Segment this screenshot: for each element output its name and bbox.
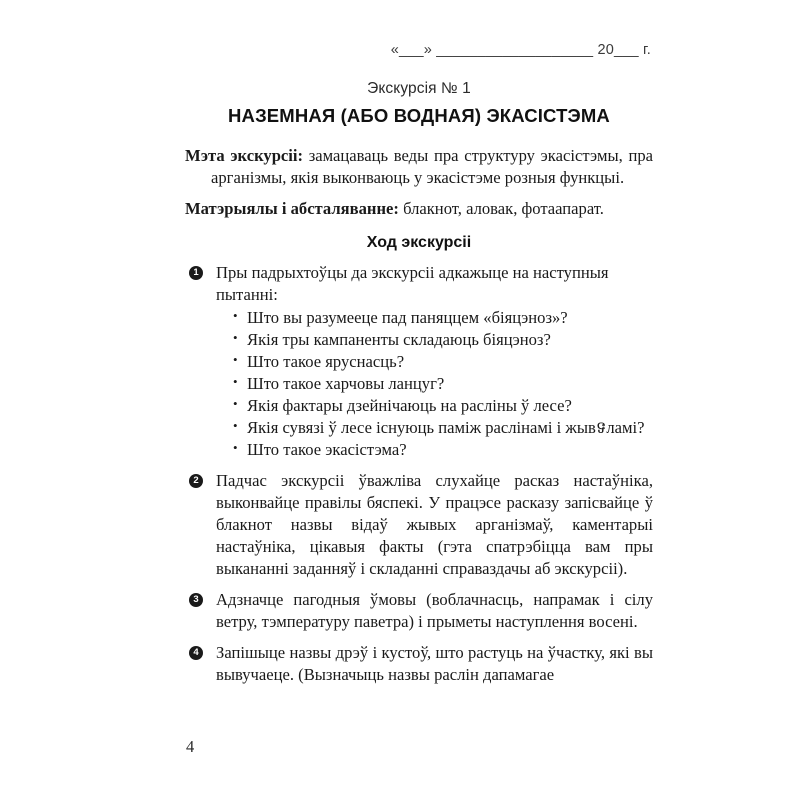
number-badge-1: 1 <box>189 266 203 280</box>
page-content <box>185 42 653 695</box>
goal-label: Мэта экскурсіі: <box>185 146 304 165</box>
page-title: НАЗЕМНАЯ (АБО ВОДНАЯ) ЭКАСІСТЭМА <box>228 105 610 126</box>
list-item: • Што такое экасістэма? <box>233 439 653 461</box>
materials-paragraph <box>185 198 653 220</box>
page-number: 4 <box>186 737 195 756</box>
meta-block <box>185 145 653 220</box>
numbered-item-2-text: Падчас экскурсіі ўважліва слухайце расказ настаўніка, выконвайце правілы бяспекі. У працэсе расказу запісвайце ў блакнот назвы відаў жывых арганізмаў, каментарыі настаўніка, цікавыя факты (гэта спатрэбіцца вам пры выкананні заданняў і складанні справаздачы аб экскурсіі). <box>216 471 653 578</box>
numbered-item-4-text: Запішыце назвы дрэў і кустоў, што растуць на ўчастку, які вы вывучаеце. (Вызначыць назвы раслін дапамагае <box>216 642 653 684</box>
list-item: • Якія сувязі ў лесе існуюць паміж раслінамі і жывទламі? <box>233 417 653 439</box>
numbered-item-1 <box>185 262 653 461</box>
list-item: • Што такое харчовы ланцуг? <box>233 373 653 395</box>
list-item: • Што вы разумееце пад паняццем «біяцэноз»? <box>233 307 653 329</box>
number-badge-4: 4 <box>189 646 203 660</box>
numbered-item-4 <box>185 642 653 686</box>
numbered-item-3 <box>185 589 653 633</box>
number-badge-3: 3 <box>189 593 203 607</box>
numbered-item-3-text: Адзначце пагодныя ўмовы (воблачнасць, напрамак і сілу ветру, тэмпературу паветра) і прыметы наступлення восені. <box>216 589 653 631</box>
materials-text: блакнот, аловак, фотаапарат. <box>398 199 604 219</box>
question-bullet-list <box>216 307 653 461</box>
header-date-line: «___» ___________________ 20___ г. <box>390 42 651 58</box>
section-heading: Ход экскурсіі <box>366 234 472 252</box>
materials-label: Матэрыялы і абсталяванне: <box>185 199 399 219</box>
excursion-number: Экскурсія № 1 <box>367 80 471 97</box>
goal-text: замацаваць веды пра структуру экасістэмы, пра арганізмы, якія выконваюць у экасістэме розныя функцыі. <box>211 146 653 188</box>
number-badge-2: 2 <box>189 474 203 488</box>
numbered-item-1-text: Пры падрыхтоўцы да экскурсіі адкажыце на наступныя пытанні: <box>216 263 609 305</box>
list-item: • Якія тры кампаненты складаюць біяцэноз? <box>233 329 653 351</box>
numbered-item-2 <box>185 470 653 580</box>
goal-paragraph <box>185 145 653 189</box>
list-item: • Якія фактары дзейнічаюць на расліны ў лесе? <box>233 395 653 417</box>
list-item: • Што такое яруснасць? <box>233 351 653 373</box>
